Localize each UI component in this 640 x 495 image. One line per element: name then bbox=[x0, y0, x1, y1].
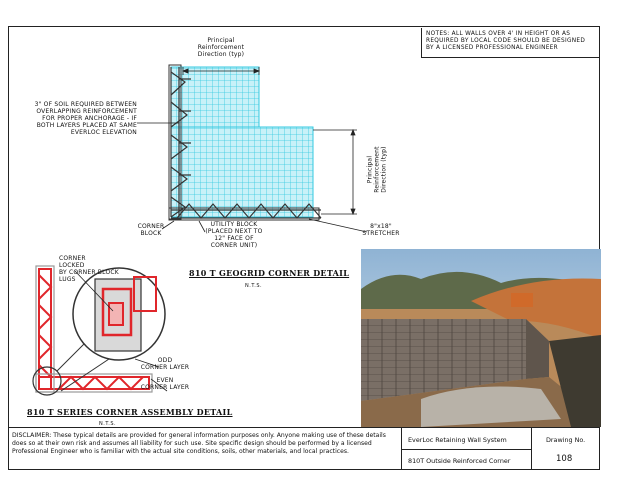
company-cell bbox=[401, 428, 531, 470]
soil-overlap-label: 3" OF SOIL REQUIRED BETWEEN OVERLAPPING REINFORCEMENT FOR PROPER ANCHORAGE - IF BOTH LAYERS PLACED AT SAME EVERLOC ELEVATION bbox=[34, 101, 137, 136]
principal-direction-right-text: Principal Reinforcement Direction (typ) bbox=[366, 146, 388, 193]
drawing-number: 108 bbox=[556, 454, 573, 464]
corner-block-label: CORNER BLOCK bbox=[137, 223, 165, 237]
stretcher-label: 8"x18" STRETCHER bbox=[362, 223, 400, 237]
company-name: EverLoc Retaining Wall System bbox=[408, 436, 507, 444]
assembly-detail-title: 810 T SERIES CORNER ASSEMBLY DETAIL bbox=[27, 407, 233, 417]
odd-layer-label: ODD CORNER LAYER bbox=[140, 357, 190, 371]
geogrid-horizontal-sheet bbox=[171, 127, 313, 217]
utility-block-label: UTILITY BLOCK (PLACED NEXT TO 12" FACE OF CORNER UNIT) bbox=[205, 221, 263, 249]
drawing-name: 810T Outside Reinforced Corner bbox=[408, 457, 511, 465]
even-layer-label: EVEN CORNER LAYER bbox=[140, 377, 190, 391]
disclaimer-text: DISCLAIMER: These typical details are provided for general information purposes only. Anyone making use of these details does so at their own risk and assumes all liability for such use. Site specific design should be performed by a licensed Professional Engineer who is familiar with the actual site conditions, soils, other materials, and local practices. bbox=[12, 432, 386, 455]
geogrid-scale-note: N.T.S. bbox=[245, 283, 263, 289]
notes-box: NOTES: ALL WALLS OVER 4' IN HEIGHT OR AS REQUIRED BY LOCAL CODE SHOULD BE DESIGNED BY A LICENSED PROFESSIONAL ENGINEER bbox=[421, 28, 599, 58]
title-divider bbox=[402, 449, 532, 450]
assembly-scale-note: N.T.S. bbox=[99, 421, 117, 427]
dimension-right bbox=[313, 130, 357, 214]
drawing-sheet bbox=[8, 26, 600, 470]
title-block bbox=[9, 427, 599, 470]
corner-locked-label: CORNER LOCKED BY CORNER BLOCK LUGS bbox=[59, 255, 119, 283]
drawing-number-cell bbox=[531, 428, 599, 470]
principal-direction-right-label bbox=[357, 145, 397, 193]
drawing-number-label: Drawing No. bbox=[546, 436, 586, 444]
retaining-wall-photo bbox=[361, 249, 601, 427]
principal-direction-top-label: Principal Reinforcement Direction (typ) bbox=[197, 37, 245, 58]
geogrid-detail-title: 810 T GEOGRID CORNER DETAIL bbox=[189, 268, 350, 278]
